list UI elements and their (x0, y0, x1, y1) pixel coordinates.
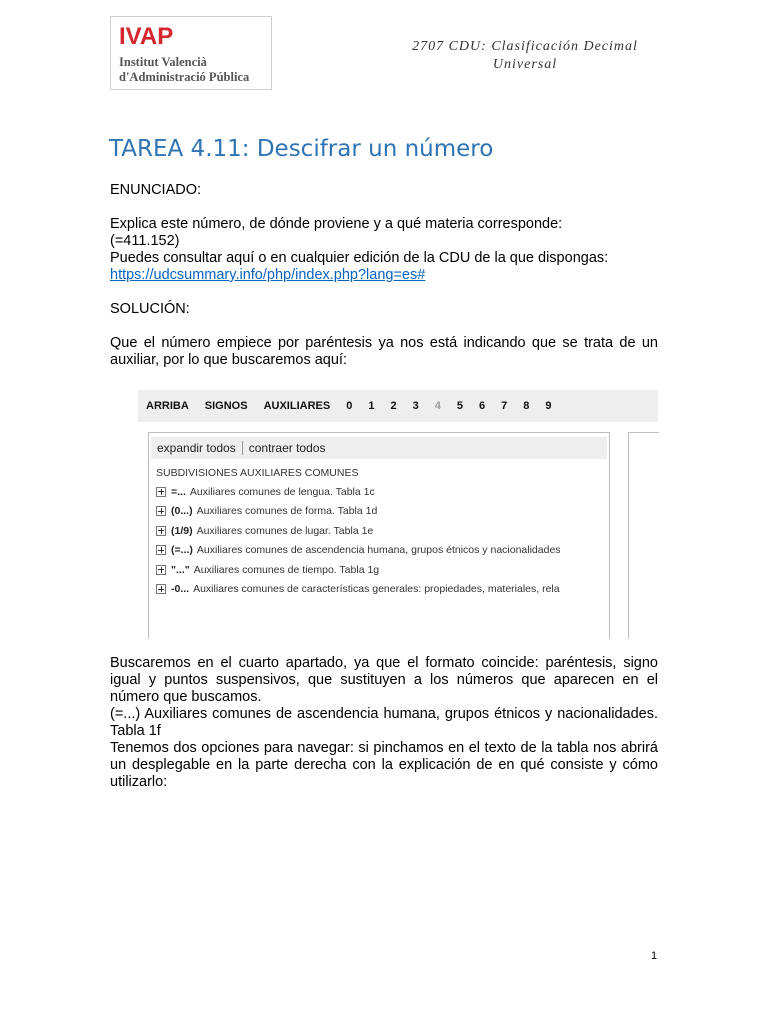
enunciado-number: (=411.152) (110, 233, 180, 249)
nav-item-signos[interactable]: SIGNOS (204, 400, 248, 412)
nav-item-6[interactable]: 6 (478, 400, 486, 412)
tree-heading: SUBDIVISIONES AUXILIARES COMUNES (156, 467, 359, 479)
tree-item-label[interactable]: Auxiliares comunes de tiempo. Tabla 1g (193, 563, 380, 576)
document-header (380, 38, 670, 74)
page-number: 1 (651, 950, 658, 962)
tree-item-code: -0... (171, 583, 190, 596)
header-line-1: 2707 CDU: Clasificación Decimal (412, 39, 638, 54)
tree-item-code: "..." (171, 563, 190, 576)
expand-plus-icon[interactable] (156, 506, 166, 516)
tree-item-lengua[interactable] (156, 482, 609, 502)
enunciado-line-1: Explica este número, de dónde proviene y a qué materia corresponde: (110, 216, 563, 232)
tree-item-code: (0...) (171, 505, 193, 518)
solucion-paragraph-4: Tenemos dos opciones para navegar: si pinchamos en el texto de la tabla nos abrirá un desplegable en la parte derecha con la explicación de en qué consiste y cómo utilizarlo: (110, 740, 658, 790)
tree-toolbar (151, 437, 607, 459)
nav-item-2[interactable]: 2 (390, 400, 397, 412)
nav-item-1[interactable]: 1 (368, 400, 375, 412)
logo-acronym: IVAP (119, 23, 174, 50)
nav-item-arriba[interactable]: ARRIBA (146, 400, 189, 412)
nav-item-auxiliares[interactable]: AUXILIARES (263, 400, 331, 412)
expand-all-button[interactable]: expandir todos (157, 441, 236, 455)
solucion-paragraph-3: (=...) Auxiliares comunes de ascendencia humana, grupos étnicos y nacionalidades. Tabla 1f (110, 706, 658, 739)
tree-item-code: (1/9) (171, 524, 193, 537)
header-line-2: Universal (492, 57, 558, 72)
tree-item-tiempo[interactable] (156, 560, 609, 580)
solucion-paragraph-1: Que el número empiece por paréntesis ya nos está indicando que se trata de un auxiliar, por lo que buscaremos aquí: (110, 335, 658, 368)
expand-plus-icon[interactable] (156, 545, 166, 555)
expand-plus-icon[interactable] (156, 565, 166, 575)
nav-item-8[interactable]: 8 (523, 400, 530, 412)
expand-plus-icon[interactable] (156, 584, 166, 594)
nav-item-5[interactable]: 5 (456, 400, 463, 412)
tree-item-forma[interactable] (156, 502, 609, 522)
expand-plus-icon[interactable] (156, 526, 166, 536)
tree-item-code: =... (171, 485, 186, 498)
udc-summary-link[interactable]: https://udcsummary.info/php/index.php?lang=es# (110, 267, 426, 283)
tree-item-label[interactable]: Auxiliares comunes de lengua. Tabla 1c (189, 485, 375, 498)
tree-item-code: (=...) (171, 544, 193, 557)
nav-item-4[interactable]: 4 (434, 400, 441, 412)
page-title: TAREA 4.11: Descifrar un número (109, 136, 494, 162)
expand-plus-icon[interactable] (156, 487, 166, 497)
tree-item-ascendencia[interactable] (156, 541, 609, 561)
nav-item-3[interactable]: 3 (412, 400, 419, 412)
enunciado-line-3: Puedes consultar aquí o en cualquier edición de la CDU de la que dispongas: (110, 250, 609, 266)
auxiliares-tree-panel (148, 432, 610, 639)
nav-item-9[interactable]: 9 (545, 400, 552, 412)
enunciado-text (110, 216, 658, 284)
udc-nav-bar (138, 390, 658, 422)
nav-item-7[interactable]: 7 (501, 400, 508, 412)
collapse-all-button[interactable]: contraer todos (248, 441, 326, 455)
tree-list (149, 482, 609, 599)
tree-item-label[interactable]: Auxiliares comunes de ascendencia humana, grupos étnicos y nacionalidades (196, 544, 561, 557)
ivap-logo (110, 16, 272, 90)
tree-item-lugar[interactable] (156, 521, 609, 541)
nav-item-0[interactable]: 0 (346, 400, 353, 412)
solucion-label: SOLUCIÓN: (110, 301, 190, 317)
solucion-paragraph-2: Buscaremos en el cuarto apartado, ya que el formato coincide: paréntesis, signo igual y puntos suspensivos, que sustituyen a los números que aparecen en el número que buscamos. (110, 655, 658, 705)
detail-panel (628, 432, 659, 639)
logo-line-2: d'Administració Pública (119, 70, 250, 84)
enunciado-label: ENUNCIADO: (110, 182, 202, 198)
toolbar-divider (242, 441, 243, 455)
tree-item-label[interactable]: Auxiliares comunes de forma. Tabla 1d (196, 505, 378, 518)
tree-item-label[interactable]: Auxiliares comunes de lugar. Tabla 1e (196, 524, 374, 537)
tree-item-label[interactable]: Auxiliares comunes de características generales: propiedades, materiales, rela (193, 583, 560, 596)
logo-line-1: Institut Valencià (119, 55, 207, 69)
tree-item-caracteristicas[interactable] (156, 580, 609, 600)
